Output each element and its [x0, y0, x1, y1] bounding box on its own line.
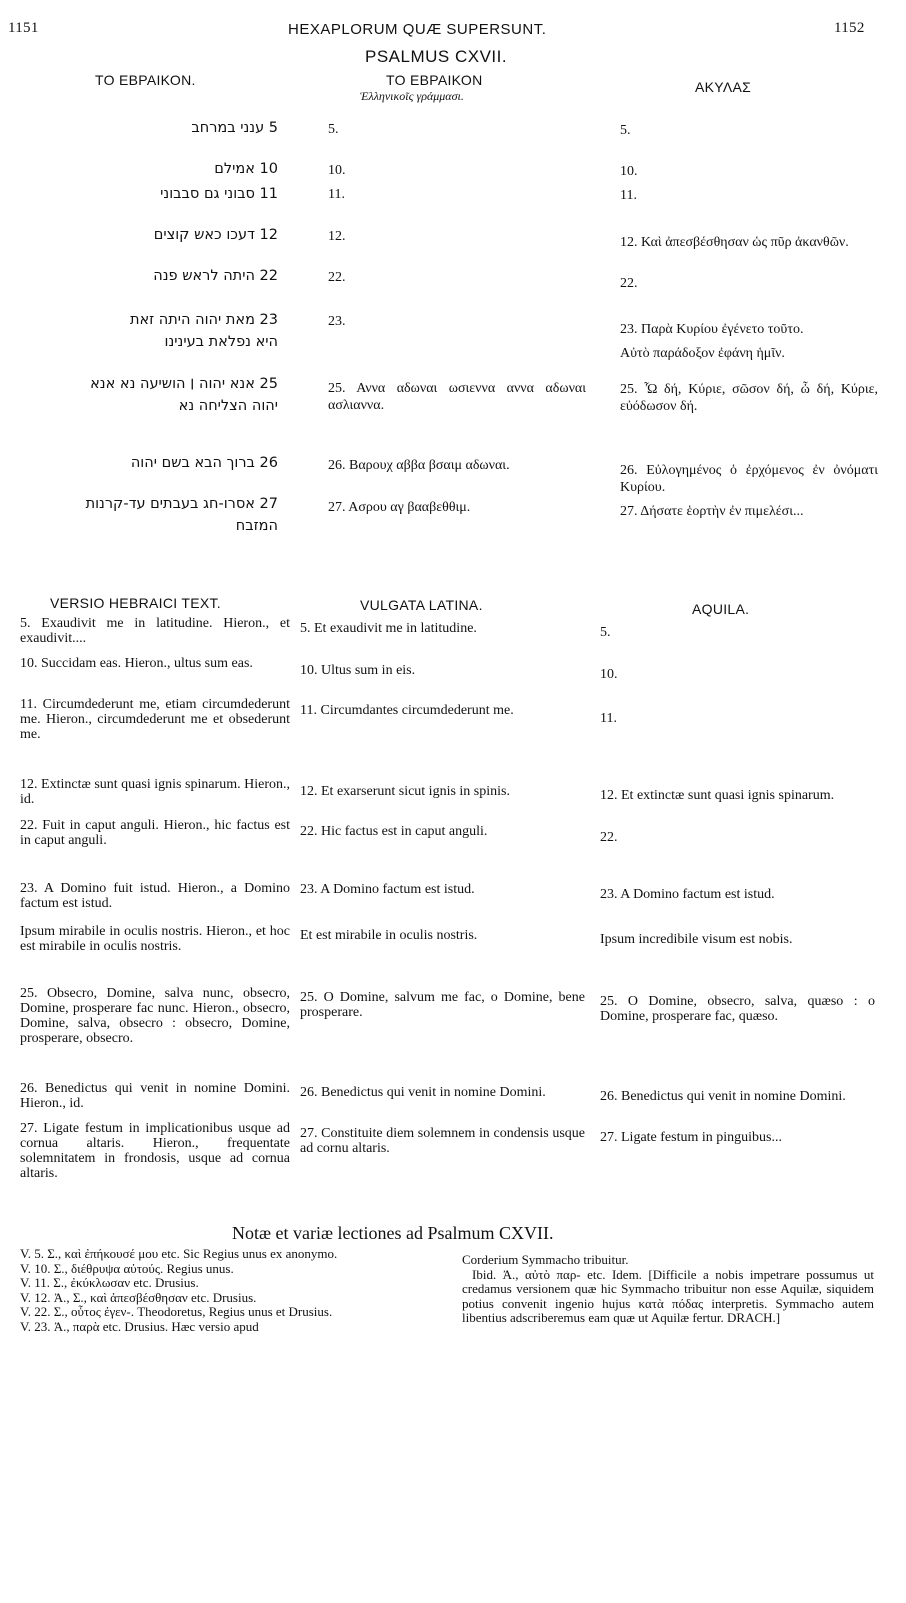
hebrew-row: 12 דעכו כאש קוצים [153, 227, 278, 243]
notes-left-column [20, 1247, 434, 1334]
note-entry: V. 22. Σ., οὗτος ἐγεν-. Theodoretus, Regius unus et Drusius. [20, 1304, 333, 1319]
aquila-latin-row: Ipsum incredibile visum est nobis. [600, 932, 793, 947]
versio-row: 11. Circumdederunt me, etiam circumdederunt me. Hieron., circumdederunt me et obsederunt me. [20, 697, 290, 742]
hebrew-row: 25 אנא יהוה ׀ הושיעה נא אנא יהוה הצליחה נא [90, 376, 278, 414]
vulgata-row: 27. Constituite diem solemnem in condensis usque ad cornu altaris. [300, 1126, 585, 1156]
translit-row: 5. [328, 122, 339, 137]
aquila-greek-row: 25. Ὦ δή, Κύριε, σῶσον δή, ὦ δή, Κύριε, εὐόδωσον δή. [620, 382, 878, 414]
note-entry: Corderium Symmacho tribuitur. [462, 1252, 629, 1267]
note-entry: V. 5. Σ., καὶ ἐπήκουσέ μου etc. Sic Regius unus ex anonymo. [20, 1246, 338, 1261]
aquila-latin-row: 12. Et extinctæ sunt quasi ignis spinarum. [600, 788, 835, 803]
translit-row: 25. Αννα αδωναι ωσιεννα αννα αδωναι ασλιαννα. [328, 381, 586, 413]
vulgata-row: 5. Et exaudivit me in latitudine. [300, 621, 477, 636]
vulgata-row: 25. O Domine, salvum me fac, o Domine, bene prosperare. [300, 990, 585, 1020]
aquila-latin-row: 23. A Domino factum est istud. [600, 887, 775, 902]
translit-row: 26. Βαρουχ αββα βσαιμ αδωναι. [328, 458, 510, 473]
note-entry: Ibid. Ἀ., αὐτὸ παρ- etc. Idem. [Difficile a nobis impetrare possumus ut credamus versionem quæ hic Symmacho tribuitur non esse Aquilæ, siquidem potius convenit ingenio hujus κατὰ πόδας interpretis. Symmacho autem libentius adscriberemus eam quæ ut Aquilæ fertur. DRACH.] [462, 1266, 874, 1325]
vulgata-row: 26. Benedictus qui venit in nomine Domini. [300, 1085, 546, 1100]
aquila-latin-column-heading: AQUILA. [692, 601, 750, 617]
page-number-left: 1151 [8, 20, 39, 36]
psalm-title: PSALMUS CXVII. [365, 47, 508, 66]
versio-row: 25. Obsecro, Domine, salva nunc, obsecro, Domine, prosperare fac nunc. Hieron., obsecro, Domine, salva, obsecro : obsecro, Domine, prosperare, obsecro. [20, 986, 290, 1046]
versio-row: 26. Benedictus qui venit in nomine Domini. Hieron., id. [20, 1081, 290, 1111]
aquila-latin-row: 10. [600, 667, 618, 682]
aquila-latin-row: 22. [600, 830, 618, 845]
versio-row: 10. Succidam eas. Hieron., ultus sum eas. [20, 656, 253, 671]
hebrew-row: 23 מאת יהוה היתה זאת היא נפלאת בעינינו [129, 312, 278, 350]
vulgata-column-heading: VULGATA LATINA. [360, 597, 483, 613]
translit-row: 22. [328, 270, 346, 285]
hebrew-row: 27 אסרו-חג בעבתים עד-קרנות המזבח [85, 496, 278, 534]
vulgata-row: 10. Ultus sum in eis. [300, 663, 416, 678]
aquila-greek-row: 5. [620, 123, 631, 138]
versio-row: Ipsum mirabile in oculis nostris. Hieron., et hoc est mirabile in oculis nostris. [20, 924, 290, 954]
versio-row: 5. Exaudivit me in latitudine. Hieron., et exaudivit.... [20, 616, 290, 646]
translit-row: 10. [328, 163, 346, 178]
aquila-greek-row: 10. [620, 164, 638, 179]
vulgata-row: 22. Hic factus est in caput anguli. [300, 824, 488, 839]
vulgata-row: Et est mirabile in oculis nostris. [300, 928, 478, 943]
aquila-greek-row: 11. [620, 188, 637, 203]
translit-row: 27. Ασρου αγ βααβεθθιμ. [328, 500, 471, 515]
note-entry: V. 11. Σ., ἐκύκλωσαν etc. Drusius. [20, 1275, 199, 1290]
notes-right-column [462, 1253, 874, 1326]
hebrew-row: 11 סבוני גם סבבוני [160, 186, 278, 202]
vulgata-row: 11. Circumdantes circumdederunt me. [300, 703, 514, 718]
aquila-greek-column-heading: ΑΚΥΛΑΣ [695, 79, 752, 95]
translit-row: 23. [328, 314, 346, 329]
versio-row: 27. Ligate festum in implicationibus usque ad cornua altaris. Hieron., frequentate solemnitatem in frondosis, usque ad cornua altaris. [20, 1121, 290, 1181]
note-entry: V. 12. Ἀ., Σ., καὶ ἀπεσβέσθησαν etc. Drusius. [20, 1289, 257, 1305]
hebrew-row: 22 היתה לראש פנה [153, 268, 278, 284]
aquila-greek-row: 23. Παρὰ Κυρίου ἐγένετο τοῦτο. Αὐτὸ παράδοξον ἐφάνη ἡμῖν. [620, 322, 804, 361]
note-entry: V. 10. Σ., διέθρυψα αὐτούς. Regius unus. [20, 1260, 234, 1276]
aquila-latin-row: 27. Ligate festum in pinguibus... [600, 1130, 782, 1145]
aquila-latin-row: 25. O Domine, obsecro, salva, quæso : o Domine, prosperare fac, quæso. [600, 994, 875, 1024]
translit-column-subheading: Ἑλληνικοῖς γράμμασι. [360, 89, 464, 103]
note-entry: V. 23. Ἀ., παρὰ etc. Drusius. Hæc versio apud [20, 1318, 259, 1334]
translit-row: 12. [328, 229, 346, 244]
versio-row: 22. Fuit in caput anguli. Hieron., hic factus est in caput anguli. [20, 818, 290, 848]
aquila-greek-row: 26. Εὐλογημένος ὁ ἐρχόμενος ἐν ὀνόματι Κυρίου. [620, 463, 878, 495]
aquila-latin-row: 11. [600, 711, 617, 726]
aquila-greek-row: 27. Δήσατε ἑορτὴν ἐν πιμελέσι... [620, 504, 804, 519]
hebrew-row: 26 ברוך הבא בשם יהוה [130, 455, 278, 471]
aquila-latin-row: 26. Benedictus qui venit in nomine Domini. [600, 1089, 846, 1104]
versio-row: 23. A Domino fuit istud. Hieron., a Domino factum est istud. [20, 881, 290, 911]
hebrew-row: 5 ענני במרחב [191, 120, 278, 136]
translit-column-heading: ΤΟ ΕΒΡΑΙΚΟΝ [386, 72, 483, 88]
hebrew-row: 10 אמילם [214, 161, 278, 177]
aquila-latin-row: 5. [600, 625, 611, 640]
vulgata-row: 23. A Domino factum est istud. [300, 882, 475, 897]
page-number-right: 1152 [834, 20, 865, 36]
translit-row: 11. [328, 187, 345, 202]
hebrew-column-heading: ΤΟ ΕΒΡΑΙΚΟΝ. [95, 72, 196, 88]
aquila-greek-row: 12. Καὶ ἀπεσβέσθησαν ὡς πῦρ ἀκανθῶν. [620, 235, 849, 250]
running-title: HEXAPLORUM QUÆ SUPERSUNT. [288, 21, 547, 38]
versio-row: 12. Extinctæ sunt quasi ignis spinarum. Hieron., id. [20, 777, 290, 807]
aquila-greek-row: 22. [620, 276, 638, 291]
versio-column-heading: VERSIO HEBRAICI TEXT. [50, 595, 221, 611]
vulgata-row: 12. Et exarserunt sicut ignis in spinis. [300, 784, 510, 799]
notes-title: Notæ et variæ lectiones ad Psalmum CXVII. [232, 1223, 554, 1243]
